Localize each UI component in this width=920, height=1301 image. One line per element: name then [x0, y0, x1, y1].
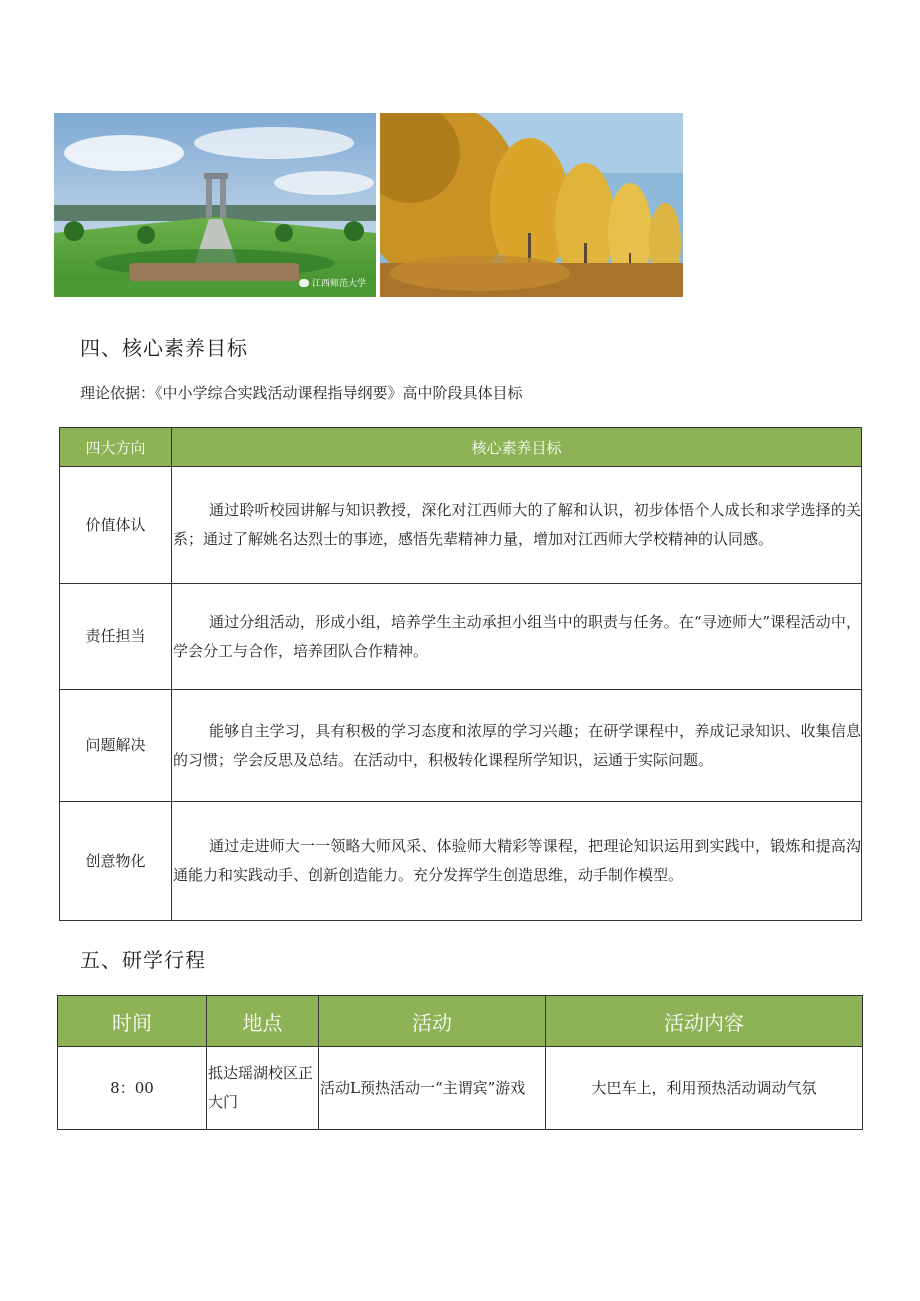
watermark	[299, 276, 366, 289]
direction-cell: 问题解决	[60, 690, 172, 802]
campus-photo-drawing	[54, 113, 376, 297]
section-heading-schedule: 五、研学行程	[80, 948, 206, 972]
theory-basis: 理论依据：《中小学综合实践活动课程指导纲要》高中阶段具体目标	[80, 384, 523, 402]
core-goals-table	[59, 427, 862, 921]
time-cell: 8：00	[58, 1047, 207, 1130]
wechat-icon	[299, 279, 309, 287]
place-cell: 抵达瑶湖校区正大门	[207, 1047, 319, 1130]
goal-cell: 通过分组活动，形成小组，培养学生主动承担小组当中的职责与任务。在“寻迹师大”课程活动中，学会分工与合作，培养团队合作精神。	[172, 584, 862, 690]
table-row	[60, 467, 862, 584]
header-goal: 核心素养目标	[172, 428, 862, 467]
header-content: 活动内容	[546, 996, 863, 1047]
table-row	[60, 802, 862, 921]
table-header-row	[60, 428, 862, 467]
direction-cell: 价值体认	[60, 467, 172, 584]
goal-cell: 通过聆听校园讲解与知识教授，深化对江西师大的了解和认识，初步体悟个人成长和求学选择的关系；通过了解姚名达烈士的事迹，感悟先辈精神力量，增加对江西师大学校精神的认同感。	[172, 467, 862, 584]
ginkgo-photo	[380, 113, 683, 297]
campus-photo	[54, 113, 376, 297]
header-time: 时间	[58, 996, 207, 1047]
activity-cell: 活动L预热活动一“主谓宾”游戏	[319, 1047, 546, 1130]
table-row	[60, 584, 862, 690]
watermark-text: 江西师范大学	[311, 279, 366, 289]
photo-strip	[54, 113, 683, 297]
goal-cell: 通过走进师大一一领略大师风采、体验师大精彩等课程，把理论知识运用到实践中，锻炼和提高沟通能力和实践动手、创新创造能力。充分发挥学生创造思维，动手制作模型。	[172, 802, 862, 921]
direction-cell: 责任担当	[60, 584, 172, 690]
header-place: 地点	[207, 996, 319, 1047]
table-header-row	[58, 996, 863, 1047]
header-activity: 活动	[319, 996, 546, 1047]
table-row	[60, 690, 862, 802]
content-cell: 大巴车上，利用预热活动调动气氛	[546, 1047, 863, 1130]
ginkgo-photo-drawing	[380, 113, 683, 297]
section-heading-goals: 四、核心素养目标	[80, 336, 248, 360]
header-direction: 四大方向	[60, 428, 172, 467]
direction-cell: 创意物化	[60, 802, 172, 921]
schedule-table	[57, 995, 863, 1130]
goal-cell: 能够自主学习，具有积极的学习态度和浓厚的学习兴趣；在研学课程中，养成记录知识、收集信息的习惯；学会反思及总结。在活动中，积极转化课程所学知识，运通于实际问题。	[172, 690, 862, 802]
table-row	[58, 1047, 863, 1130]
